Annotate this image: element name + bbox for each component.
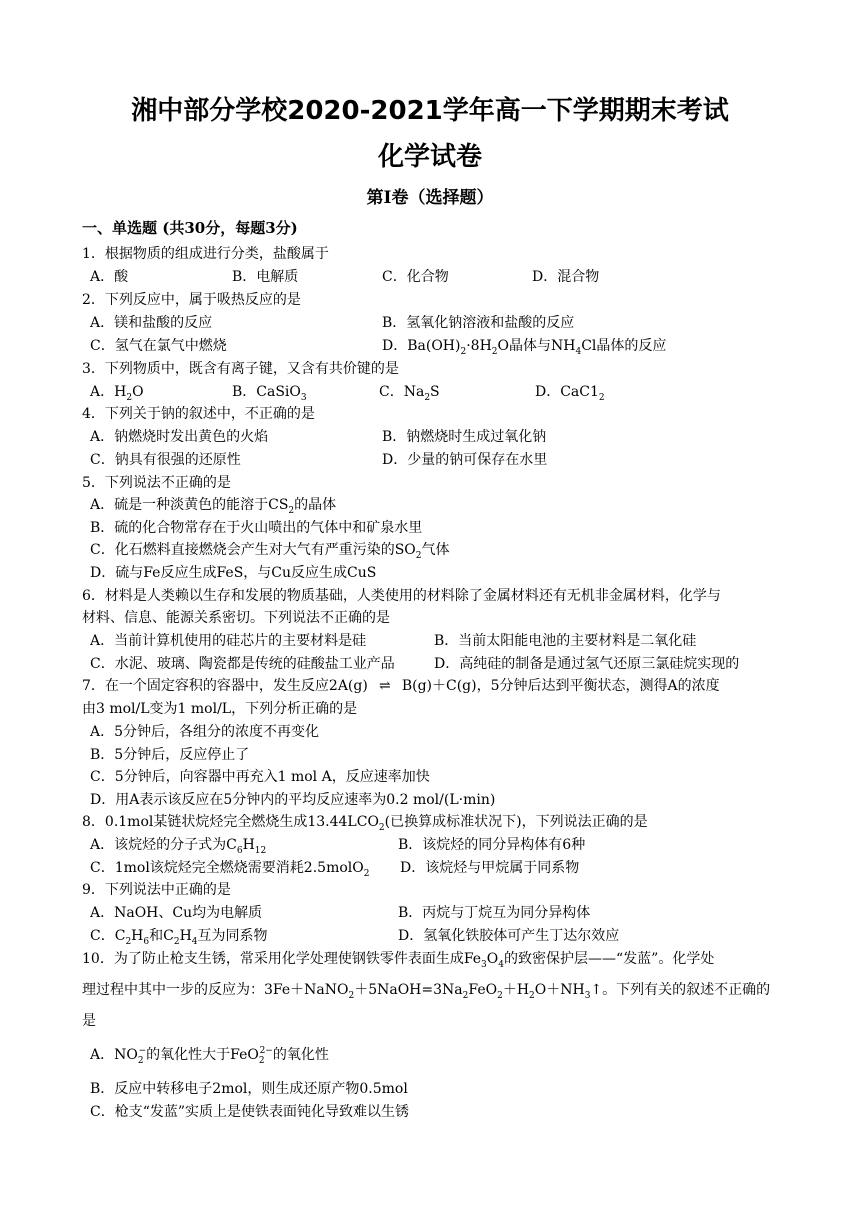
q3-option-b: B．CaSiO$_3$ (232, 384, 307, 403)
q8-option-c: C．1mol该烷烃完全燃烧需要消耗2.5molO$_2$ (90, 860, 370, 879)
q9-option-a: A．NaOH、Cu均为电解质 (90, 905, 263, 921)
q5-option-b: B．硫的化合物常存在于火山喷出的气体中和矿泉水里 (90, 520, 423, 536)
q5-option-c: C．化石燃料直接燃烧会产生对大气有严重污染的$SO_2$气体 (90, 542, 450, 561)
question-3-stem: 3．下列物质中，既含有离子键，又含有共价键的是 (82, 361, 399, 377)
q10-option-a: A．$NO_2^-$的氧化性大于FeO$_2^{2-}$的氧化性 (90, 1046, 329, 1066)
q7-option-c: C．5分钟后，向容器中再充入1 mol A，反应速率加快 (90, 769, 430, 785)
exam-title: 湘中部分学校2020-2021学年高一下学期期末考试 (131, 96, 729, 126)
q2-option-c: C．氢气在氯气中燃烧 (90, 338, 227, 354)
q8-option-d: D．该烷烃与甲烷属于同系物 (400, 860, 580, 876)
question-5-stem: 5．下列说法不正确的是 (82, 475, 231, 491)
exam-subject-title: 化学试卷 (377, 142, 482, 172)
section-heading: 一、单选题 (共30分，每题3分) (82, 219, 298, 237)
question-7-stem-line2: 由3 mol/L变为1 mol/L，下列分析正确的是 (82, 701, 358, 717)
q7-option-b: B．5分钟后，反应停止了 (90, 747, 250, 763)
question-7-stem-line1: 7．在一个固定容积的容器中，发生反应2A(g) ⇌ B(g)＋C(g)，5分钟后达到平衡状态，测得A的浓度 (82, 678, 720, 694)
q3-option-c: C．$Na_2S$ (379, 384, 440, 403)
question-1-stem: 1．根据物质的组成进行分类，盐酸属于 (82, 246, 329, 262)
q6-option-d: D．高纯硅的制备是通过氢气还原三氯硅烷实现的 (434, 656, 740, 672)
q9-option-c: C．$C_2H_6$和$C_2H_4$互为同系物 (90, 928, 268, 947)
q3-option-d: D．$CaC1_2$ (535, 384, 605, 403)
q1-option-d: D．混合物 (532, 269, 600, 285)
question-2-stem: 2．下列反应中，属于吸热反应的是 (82, 292, 301, 308)
equilibrium-arrow-icon: ⇌ (378, 678, 391, 694)
q2-option-a: A．镁和盐酸的反应 (90, 315, 213, 331)
question-9-stem: 9．下列说法中正确的是 (82, 882, 231, 898)
q2-option-d: D．$Ba(OH)_2\cdot 8H_2O$晶体与$NH_4Cl$晶体的反应 (382, 338, 667, 357)
q3-option-a: A．$H_2O$ (90, 384, 144, 403)
q6-option-b: B．当前太阳能电池的主要材料是二氧化硅 (434, 633, 697, 649)
q8-option-a: A．该烷烃的分子式为$C_6H_{12}$ (90, 837, 267, 856)
q5-option-a: A．硫是一种淡黄色的能溶于$CS_2$的晶体 (90, 497, 337, 516)
q1-option-b: B．电解质 (232, 269, 299, 285)
question-6-stem-line2: 材料、信息、能源关系密切。下列说法不正确的是 (82, 610, 390, 626)
q7-option-d: D．用A表示该反应在5分钟内的平均反应速率为0.2 mol/(L·min) (90, 792, 496, 808)
q9-option-d: D．氢氧化铁胶体可产生丁达尔效应 (398, 928, 620, 944)
q4-option-a: A．钠燃烧时发出黄色的火焰 (90, 429, 269, 445)
q4-option-d: D．少量的钠可保存在水里 (382, 452, 548, 468)
q10-option-b: B．反应中转移电子2mol，则生成还原产物0.5mol (90, 1081, 408, 1097)
q6-option-c: C．水泥、玻璃、陶瓷都是传统的硅酸盐工业产品 (90, 656, 395, 672)
q9-option-b: B．丙烷与丁烷互为同分异构体 (398, 905, 591, 921)
q1-option-c: C．化合物 (382, 269, 449, 285)
question-4-stem: 4．下列关于钠的叙述中，不正确的是 (82, 406, 315, 422)
question-10-stem-line2: 理过程中其中一步的反应为：$3Fe+NaNO_2+5NaOH=3Na_2FeO_2+H_2O+NH_3↑$。下列有关的叙述不正确的 (82, 982, 771, 1001)
q5-option-d: D．硫与Fe反应生成FeS，与Cu反应生成CuS (90, 565, 377, 581)
question-8-stem: 8．0.1mol某链状烷烃完全燃烧生成$13.44LCO_2$(已换算成标准状况下)，下列说法正确的是 (82, 814, 648, 833)
question-10-stem-line3: 是 (82, 1013, 96, 1029)
q1-option-a: A．酸 (90, 269, 129, 285)
part-heading: 第Ⅰ卷（选择题） (366, 188, 494, 208)
q6-option-a: A．当前计算机使用的硅芯片的主要材料是硅 (90, 633, 367, 649)
q4-option-b: B．钠燃烧时生成过氧化钠 (382, 429, 547, 445)
q8-option-b: B．该烷烃的同分异构体有6种 (398, 837, 586, 853)
question-6-stem-line1: 6．材料是人类赖以生存和发展的物质基础，人类使用的材料除了金属材料还有无机非金属材料，化学与 (82, 588, 721, 604)
q10-option-c: C．枪支“发蓝”实质上是使铁表面钝化导致难以生锈 (90, 1104, 410, 1120)
question-10-stem-line1: 10．为了防止枪支生锈，常采用化学处理使钢铁零件表面生成$Fe_3O_4$的致密保护层——“发蓝”。化学处 (82, 951, 715, 970)
q4-option-c: C．钠具有很强的还原性 (90, 452, 241, 468)
q2-option-b: B．氢氧化钠溶液和盐酸的反应 (382, 315, 575, 331)
q7-option-a: A．5分钟后，各组分的浓度不再变化 (90, 724, 320, 740)
